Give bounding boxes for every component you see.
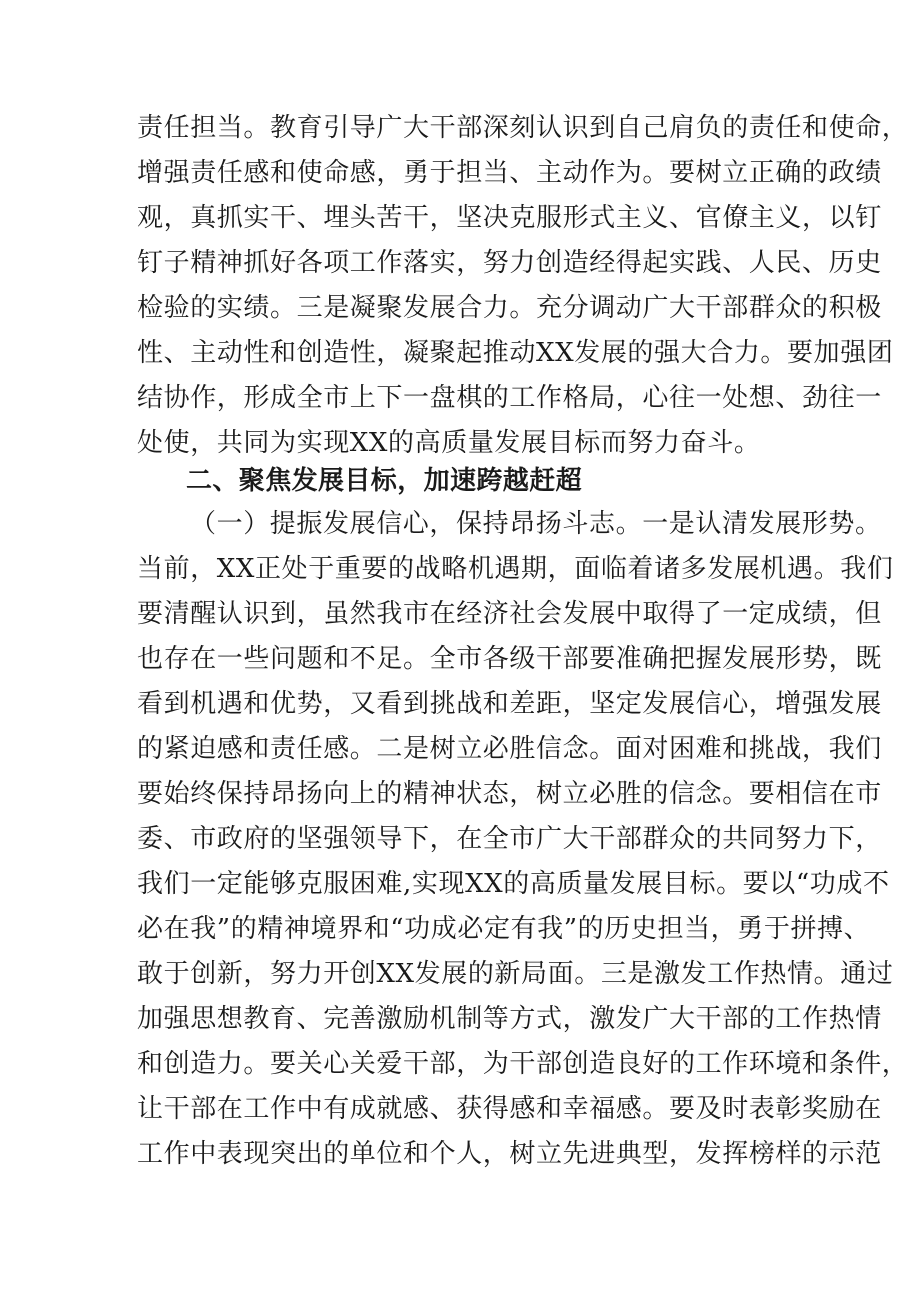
paragraph-line: （一）提振发展信心，保持昂扬斗志。一是认清发展形势。 (190, 509, 882, 539)
paragraph-line: 工作中表现突出的单位和个人，树立先进典型，发挥榜样的示范 (137, 1139, 882, 1169)
paragraph-line: 处使，共同为实现XX的高质量发展目标而努力奋斗。 (137, 428, 761, 458)
paragraph-line: 增强责任感和使命感，勇于担当、主动作为。要树立正确的政绩 (137, 158, 882, 188)
paragraph-line: 检验的实绩。三是凝聚发展合力。充分调动广大干部群众的积极 (137, 293, 882, 323)
paragraph-line: 和创造力。要关心关爱干部，为干部创造良好的工作环境和条件， (137, 1049, 909, 1079)
paragraph-line: 当前，XX正处于重要的战略机遇期，面临着诸多发展机遇。我们 (137, 554, 894, 584)
paragraph-line: 我们一定能够克服困难,实现XX的高质量发展目标。要以“功成不 (137, 869, 890, 899)
paragraph-line: 责任担当。教育引导广大干部深刻认识到自己肩负的责任和使命， (137, 113, 909, 143)
paragraph-line: 也存在一些问题和不足。全市各级干部要准确把握发展形势，既 (137, 644, 882, 674)
paragraph-line: 要清醒认识到，虽然我市在经济社会发展中取得了一定成绩，但 (137, 599, 882, 629)
section-heading: 二、聚焦发展目标，加速跨越赶超 (186, 466, 583, 496)
paragraph-line: 看到机遇和优势，又看到挑战和差距，坚定发展信心，增强发展 (137, 689, 882, 719)
paragraph-line: 结协作，形成全市上下一盘棋的工作格局，心往一处想、劲往一 (137, 383, 882, 413)
paragraph-line: 性、主动性和创造性，凝聚起推动XX发展的强大合力。要加强团 (137, 338, 894, 368)
paragraph-line: 的紧迫感和责任感。二是树立必胜信念。面对困难和挑战，我们 (137, 734, 882, 764)
paragraph-line: 委、市政府的坚强领导下，在全市广大干部群众的共同努力下， (137, 824, 882, 854)
paragraph-line: 加强思想教育、完善激励机制等方式，激发广大干部的工作热情 (137, 1004, 882, 1034)
paragraph-line: 观，真抓实干、埋头苦干，坚决克服形式主义、官僚主义，以钉 (137, 203, 882, 233)
paragraph-line: 让干部在工作中有成就感、获得感和幸福感。要及时表彰奖励在 (137, 1094, 882, 1124)
paragraph-line: 要始终保持昂扬向上的精神状态，树立必胜的信念。要相信在市 (137, 779, 882, 809)
paragraph-line: 敢于创新，努力开创XX发展的新局面。三是激发工作热情。通过 (137, 959, 894, 989)
paragraph-line: 必在我”的精神境界和“功成必定有我”的历史担当，勇于拼搏、 (137, 914, 871, 944)
paragraph-line: 钉子精神抓好各项工作落实，努力创造经得起实践、人民、历史 (137, 248, 882, 278)
